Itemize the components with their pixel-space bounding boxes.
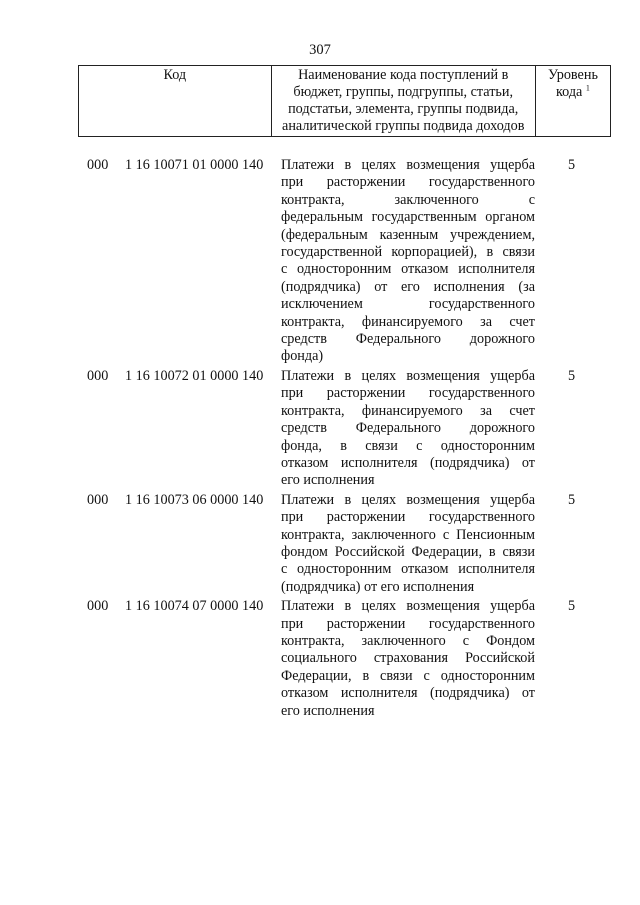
table-row: [0, 368, 640, 490]
description-line: контракта, заключенного с Фондом: [281, 632, 535, 649]
table-body: [0, 157, 640, 722]
description-line: фондом Российской Федерации, в связи: [281, 543, 535, 560]
header-name: [271, 66, 535, 137]
description-line: Федерации, в связи с односторонним: [281, 667, 535, 684]
description-line: с односторонним отказом исполнителя: [281, 261, 535, 278]
description-line: отказом исполнителя (подрядчика) от: [281, 454, 535, 471]
header-level-text: кода: [555, 84, 583, 100]
table-row: [0, 598, 640, 720]
revenue-description: [281, 492, 535, 596]
description-line: исключением государственного: [281, 296, 535, 313]
header-level-line: [538, 84, 608, 101]
description-line: (федеральным казенным учреждением,: [281, 226, 535, 243]
admin-code: 000: [87, 598, 109, 615]
description-line: контракта, заключенного с Пенсионным: [281, 526, 535, 543]
description-line: при расторжении государственного: [281, 174, 535, 191]
revenue-code: 1 16 10071 01 0000 140: [125, 157, 264, 173]
description-line: (подрядчика) от его исполнения (за: [281, 278, 535, 295]
admin-code: 000: [87, 367, 109, 384]
description-line: федеральным государственным органом: [281, 209, 535, 226]
revenue-code: 1 16 10072 01 0000 140: [125, 367, 264, 384]
revenue-code: 1 16 10074 07 0000 140: [125, 598, 264, 615]
header-code: Код: [79, 66, 272, 137]
table-row: [0, 492, 640, 596]
description-line: при расторжении государственного: [281, 615, 535, 632]
description-line: фонда, в связи с односторонним: [281, 437, 535, 454]
header-name-line: подстатьи, элемента, группы подвида,: [288, 101, 519, 117]
description-line: контракта, финансируемого за счет: [281, 402, 535, 419]
header-name-line: бюджет, группы, подгруппы, статьи,: [293, 84, 514, 100]
description-line: контракта, заключенного с: [281, 191, 535, 208]
code-level: 5: [568, 367, 576, 384]
code-level: 5: [568, 598, 576, 615]
description-line: при расторжении государственного: [281, 385, 535, 402]
revenue-description: [281, 598, 535, 720]
admin-code: 000: [87, 491, 109, 508]
description-line: с односторонним отказом исполнителя: [281, 561, 535, 578]
description-line: государственной корпорацией), в связи: [281, 244, 535, 261]
code-level: 5: [568, 491, 576, 508]
revenue-code: 1 16 10073 06 0000 140: [125, 491, 264, 508]
description-line: (подрядчика) от его исполнения: [281, 578, 475, 595]
header-name-line: Наименование кода поступлений в: [298, 67, 509, 83]
description-line: фонда): [281, 348, 324, 365]
description-line: контракта, финансируемого за счет: [281, 313, 535, 330]
table-header: [78, 65, 611, 137]
page-number: 307: [309, 42, 331, 58]
description-line: средств Федерального дорожного: [281, 420, 535, 437]
admin-code: 000: [87, 157, 109, 173]
revenue-description: [281, 368, 535, 490]
description-line: Платежи в целях возмещения ущерба: [281, 157, 535, 173]
table-row: [0, 157, 640, 366]
footnote-marker: 1: [585, 83, 590, 93]
header-level-line: Уровень: [547, 67, 598, 83]
header-level: [535, 66, 610, 137]
description-line: его исполнения: [281, 702, 375, 719]
code-level: 5: [568, 157, 576, 173]
description-line: Платежи в целях возмещения ущерба: [281, 491, 535, 508]
revenue-description: [281, 157, 535, 366]
header-name-line: аналитической группы подвида доходов: [282, 118, 525, 134]
description-line: средств Федерального дорожного: [281, 331, 535, 348]
description-line: социального страхования Российской: [281, 650, 535, 667]
description-line: Платежи в целях возмещения ущерба: [281, 367, 535, 384]
description-line: его исполнения: [281, 472, 375, 489]
description-line: при расторжении государственного: [281, 509, 535, 526]
description-line: Платежи в целях возмещения ущерба: [281, 598, 535, 615]
description-line: отказом исполнителя (подрядчика) от: [281, 685, 535, 702]
